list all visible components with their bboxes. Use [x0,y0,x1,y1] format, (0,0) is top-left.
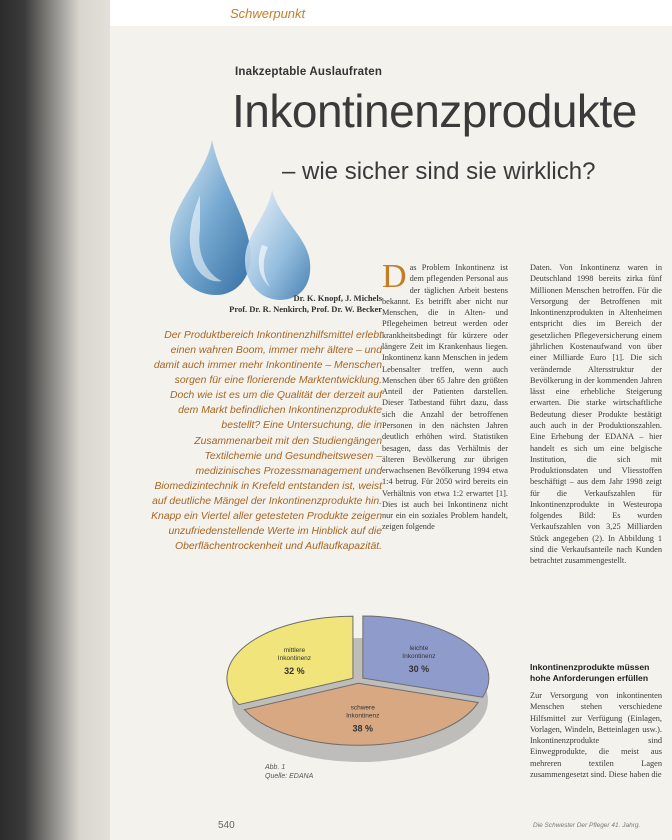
body-column-right: Daten. Von Inkontinenz waren in Deutschland 1998 bereits zirka fünf Millionen Menschen betroffen. Für die Versorgung der Betroffenen mit Inkontinenzprodukten in Altenheimen entspricht dies im Bereich der gesetzlichen Pflegeversicherung einem jährlichen Kostenaufwand von über einer Milliarde Euro [1]. Die sich verändernde Altersstruktur der Bevölkerung in der kommenden Jahren lässt eine erhebliche Steigerung erwarten. Die starke wirtschaftliche Bedeutung dieser Produkte bestätigt auch auch in der Produktionszahlen. Eine Erhebung der EDANA – hier handelt es sich um eine belgische Institution, die sich mit Produktionsdaten und Vliesstoffen beschäftigt – aus dem Jahr 1998 zeigt für die Verkaufszahlen für Inkontinenzprodukte in Westeuropa folgendes Bild: Es wurden Verkaufszahlen von 3,25 Milliarden Stück angegeben (2). In Abbildung 1 sind die Verkaufsanteile nach Kunden betrachtet zusammengestellt. [530,263,662,566]
pie-value-label: 32 % [284,665,305,676]
pie-slice-label: Inkontinenz [346,712,380,720]
section-label: Schwerpunkt [230,6,306,21]
body-column-right-continued: Zur Versorgung von inkontinenten Menschen stehen verschiedene Hilfsmittel zur Verfügung (Einlagen, Vorlagen, Windeln, Betteinlagen usw.). Inkontinenzprodukte sind Einwegprodukte, die meist aus mehreren textilen Lagen zusammengesetzt sind. Diese haben die [530,691,662,779]
section-band [110,0,672,26]
body-text: as Problem Inkontinenz ist dem pflegenden Personal aus der täglichen Arbeit bestens bekannt. Es betrifft aber nicht nur Menschen, die in Alten- und Pflegeheimen betreut werden oder krankheitsbedingt für kürzere oder längere Zeit im Krankenhaus liegen. Inkontinenz kann Menschen in jedem Lebensalter treffen, wenn auch Menschen über 65 Jahre den größten Anteil der Patienten darstellen. Dieser Tatbestand führt dazu, dass sich die Anzahl der betroffenen Personen in den nächsten Jahren deutlich erhöhen wird. Statistiken besagen, dass das Verhältnis der älteren Bevölkerung zur übrigen erwachsenen Bevölkerung 1994 etwa 1:4 betrug. Für 2050 wird bereits ein Verhältnis von etwa 1:2 erwartet [1]. Dies ist auch bei Inkontinenz nicht nur ein ein soziales Problem handelt, zeigen folgende [382,263,508,532]
pie-slice-label: schwere [350,704,375,712]
subheading: Inkontinenzprodukte müssen hohe Anforderungen erfüllen [530,662,650,684]
authors [150,293,382,316]
water-drops-illustration [150,135,330,310]
figure-source [265,764,313,782]
pie-value-label: 30 % [408,664,430,675]
author-line: Dr. K. Knopf, J. Michels [293,293,382,303]
figure-credit: Quelle: EDANA [265,772,314,780]
lead-paragraph: Der Produktbereich Inkontinenzhilfsmittel erlebt einen wahren Boom, immer mehr ältere – und damit auch immer mehr Inkontinente – Menschen sorgen für eine florierende Marktentwicklung. Doch wie ist es um die Qualität der derzeit auf dem Markt befindlichen Inkontinenzprodukte bestellt? Eine Untersuchung, die in Zusammenarbeit mit den Studiengängen Textilchemie und Gesundheitswesen – medizinisches Prozessmanagement und Biomedizintechnik in Krefeld entstanden ist, weist auf deutliche Mängel der Inkontinenzprodukte hin. Knapp ein Viertel aller getesteten Produkte zeigen unzufriedenstellende Werte im Hinblick auf die Oberflächentrockenheit und Auflaufkapazität. [151,330,382,553]
pie-slice-label: mittlere [283,646,306,654]
pie-slice-label: Inkontinenz [402,653,436,661]
article-subtitle: – wie sicher sind sie wirklich? [282,158,596,185]
figure-number: Abb. 1 [265,764,286,771]
kicker: Inakzeptable Auslaufraten [235,66,383,78]
author-line: Prof. Dr. R. Nenkirch, Prof. Dr. W. Becker [229,304,382,315]
drop-cap: D [382,258,407,295]
body-column-middle [382,258,508,533]
pie-slice-label: Inkontinenz [277,654,312,662]
pie-value-label: 38 % [352,723,373,734]
pie-chart [200,592,518,772]
running-footer: Die Schwester Der Pfleger 41. Jahrg. [533,822,641,829]
article-title: Inkontinenzprodukte [232,85,637,137]
page-number: 540 [218,820,235,831]
magazine-page [110,0,672,840]
pie-slice-label: leichte [409,645,429,653]
